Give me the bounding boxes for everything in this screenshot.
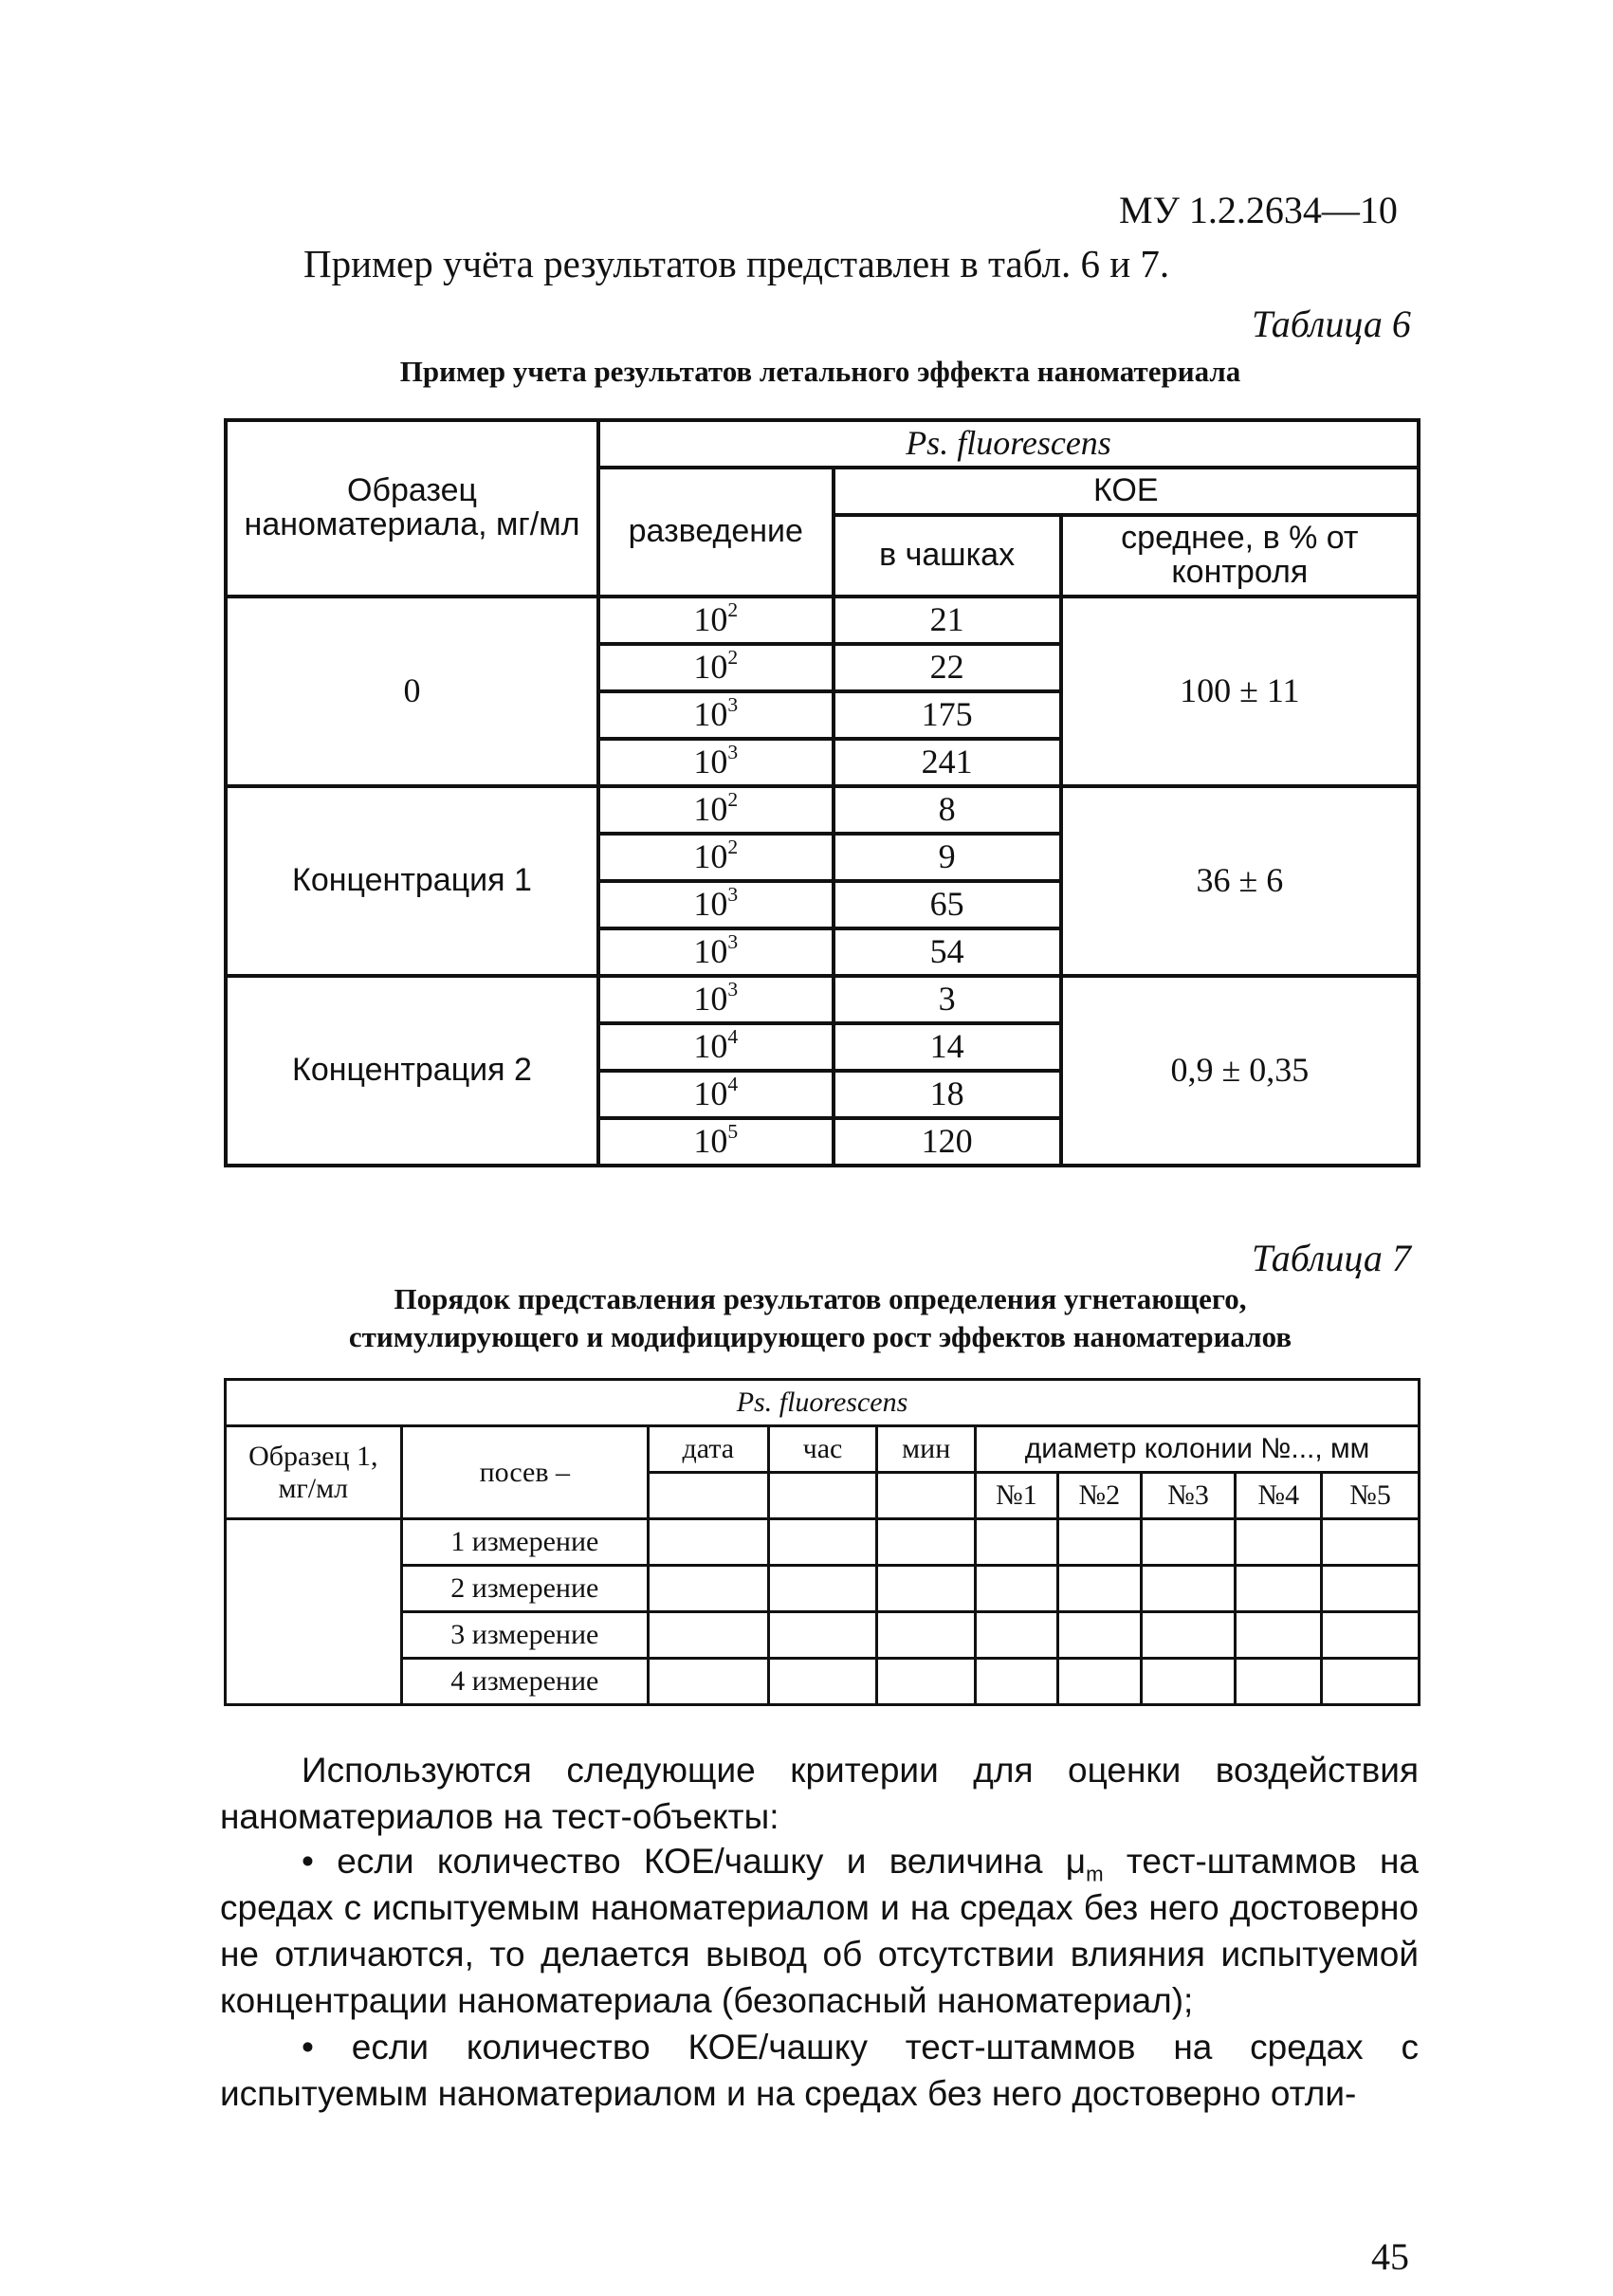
t7-header-seeding: посев – xyxy=(401,1426,648,1519)
t6-count-cell: 22 xyxy=(834,644,1061,691)
t6-dilution-cell: $10^3$ xyxy=(598,739,834,786)
criteria-bullet-1: • если количество КОЕ/чашку и величина $\mu_m$ тест-штаммов на средах с испытуемым наноматериалом и на средах без него достоверно не отличаются, то делается вывод об отсутствии влияния испытуемой концентрации наноматериала (безопасный наноматериал); xyxy=(220,1842,1419,2020)
t6-dilution-cell: $10^3$ xyxy=(598,881,834,928)
table6-title: Пример учета результатов летального эффекта наноматериала xyxy=(399,355,1241,388)
t6-count-cell: 21 xyxy=(834,597,1061,644)
t6-header-koe: КОЕ xyxy=(834,468,1419,515)
t7-cell xyxy=(649,1473,769,1519)
t6-dilution-cell: $10^3$ xyxy=(598,976,834,1023)
t7-header-min: мин xyxy=(877,1426,976,1473)
page-number: 45 xyxy=(1371,2235,1409,2278)
t6-mean-cell: 0,9 ± 0,35 xyxy=(1061,976,1419,1166)
t6-count-cell: 241 xyxy=(834,739,1061,786)
t6-sample-cell: Концентрация 2 xyxy=(226,976,598,1166)
t7-colony-number: №3 xyxy=(1141,1473,1236,1519)
table7-caption: Таблица 7 xyxy=(1252,1237,1411,1279)
table6 xyxy=(224,418,1421,1167)
t6-dilution-cell: $10^2$ xyxy=(598,786,834,834)
t6-header-plates: в чашках xyxy=(834,515,1061,597)
t6-count-cell: 8 xyxy=(834,786,1061,834)
table7 xyxy=(224,1378,1421,1706)
t6-count-cell: 18 xyxy=(834,1071,1061,1118)
t6-count-cell: 65 xyxy=(834,881,1061,928)
t6-count-cell: 54 xyxy=(834,928,1061,976)
t6-mean-cell: 100 ± 11 xyxy=(1061,597,1419,786)
t7-colony-number: №1 xyxy=(976,1473,1058,1519)
table7-title-line1: Порядок представления результатов определения угнетающего, xyxy=(394,1282,1247,1315)
criteria-bullet-2: • если количество КОЕ/чашку тест-штаммов на средах с испытуемым наноматериалом и на средах без него достоверно отли- xyxy=(220,2028,1419,2113)
t6-dilution-cell: $10^2$ xyxy=(598,834,834,881)
t7-cell xyxy=(768,1473,877,1519)
t6-dilution-cell: $10^2$ xyxy=(598,644,834,691)
t6-mean-cell: 36 ± 6 xyxy=(1061,786,1419,976)
t6-dilution-cell: $10^5$ xyxy=(598,1118,834,1166)
intro-text: Пример учёта результатов представлен в табл. 6 и 7. xyxy=(303,242,1170,285)
table6-caption: Таблица 6 xyxy=(1252,303,1411,345)
t6-count-cell: 3 xyxy=(834,976,1061,1023)
t6-header-mean: среднее, в % от контроля xyxy=(1061,515,1419,597)
t6-sample-cell: 0 xyxy=(226,597,598,786)
t6-count-cell: 14 xyxy=(834,1023,1061,1071)
t7-header-organism: Ps. fluorescens xyxy=(226,1380,1420,1426)
t6-dilution-cell: $10^2$ xyxy=(598,597,834,644)
t6-count-cell: 9 xyxy=(834,834,1061,881)
t6-dilution-cell: $10^4$ xyxy=(598,1023,834,1071)
t7-measurement-label: 4 измерение xyxy=(401,1659,648,1705)
t6-header-sample: Образец наноматериала, мг/мл xyxy=(226,420,598,597)
t6-dilution-cell: $10^3$ xyxy=(598,928,834,976)
t7-header-diameter: диаметр колонии №..., мм xyxy=(976,1426,1420,1473)
t6-header-organism: Ps. fluorescens xyxy=(598,420,1419,468)
t6-sample-cell: Концентрация 1 xyxy=(226,786,598,976)
t6-count-cell: 120 xyxy=(834,1118,1061,1166)
t7-colony-number: №4 xyxy=(1236,1473,1322,1519)
t7-colony-number: №5 xyxy=(1322,1473,1420,1519)
t7-measurement-label: 3 измерение xyxy=(401,1612,648,1659)
t6-dilution-cell: $10^4$ xyxy=(598,1071,834,1118)
t6-dilution-cell: $10^3$ xyxy=(598,691,834,739)
t7-measurement-label: 1 измерение xyxy=(401,1519,648,1566)
t6-count-cell: 175 xyxy=(834,691,1061,739)
table7-title-line2: стимулирующего и модифицирующего рост эффектов наноматериалов xyxy=(348,1320,1292,1354)
t7-sample-value-cell xyxy=(226,1519,402,1705)
t7-header-date: дата xyxy=(649,1426,769,1473)
t6-header-dilution: разведение xyxy=(598,468,834,597)
t7-cell xyxy=(877,1473,976,1519)
document-code: МУ 1.2.2634—10 xyxy=(1119,189,1398,231)
t7-measurement-label: 2 измерение xyxy=(401,1566,648,1612)
t7-header-sample: Образец 1, мг/мл xyxy=(226,1426,402,1519)
t7-colony-number: №2 xyxy=(1057,1473,1141,1519)
criteria-intro: Используются следующие критерии для оценки воздействия наноматериалов на тест-объекты: xyxy=(220,1751,1419,1836)
t7-header-hour: час xyxy=(768,1426,877,1473)
table7-title xyxy=(223,1280,1418,1357)
